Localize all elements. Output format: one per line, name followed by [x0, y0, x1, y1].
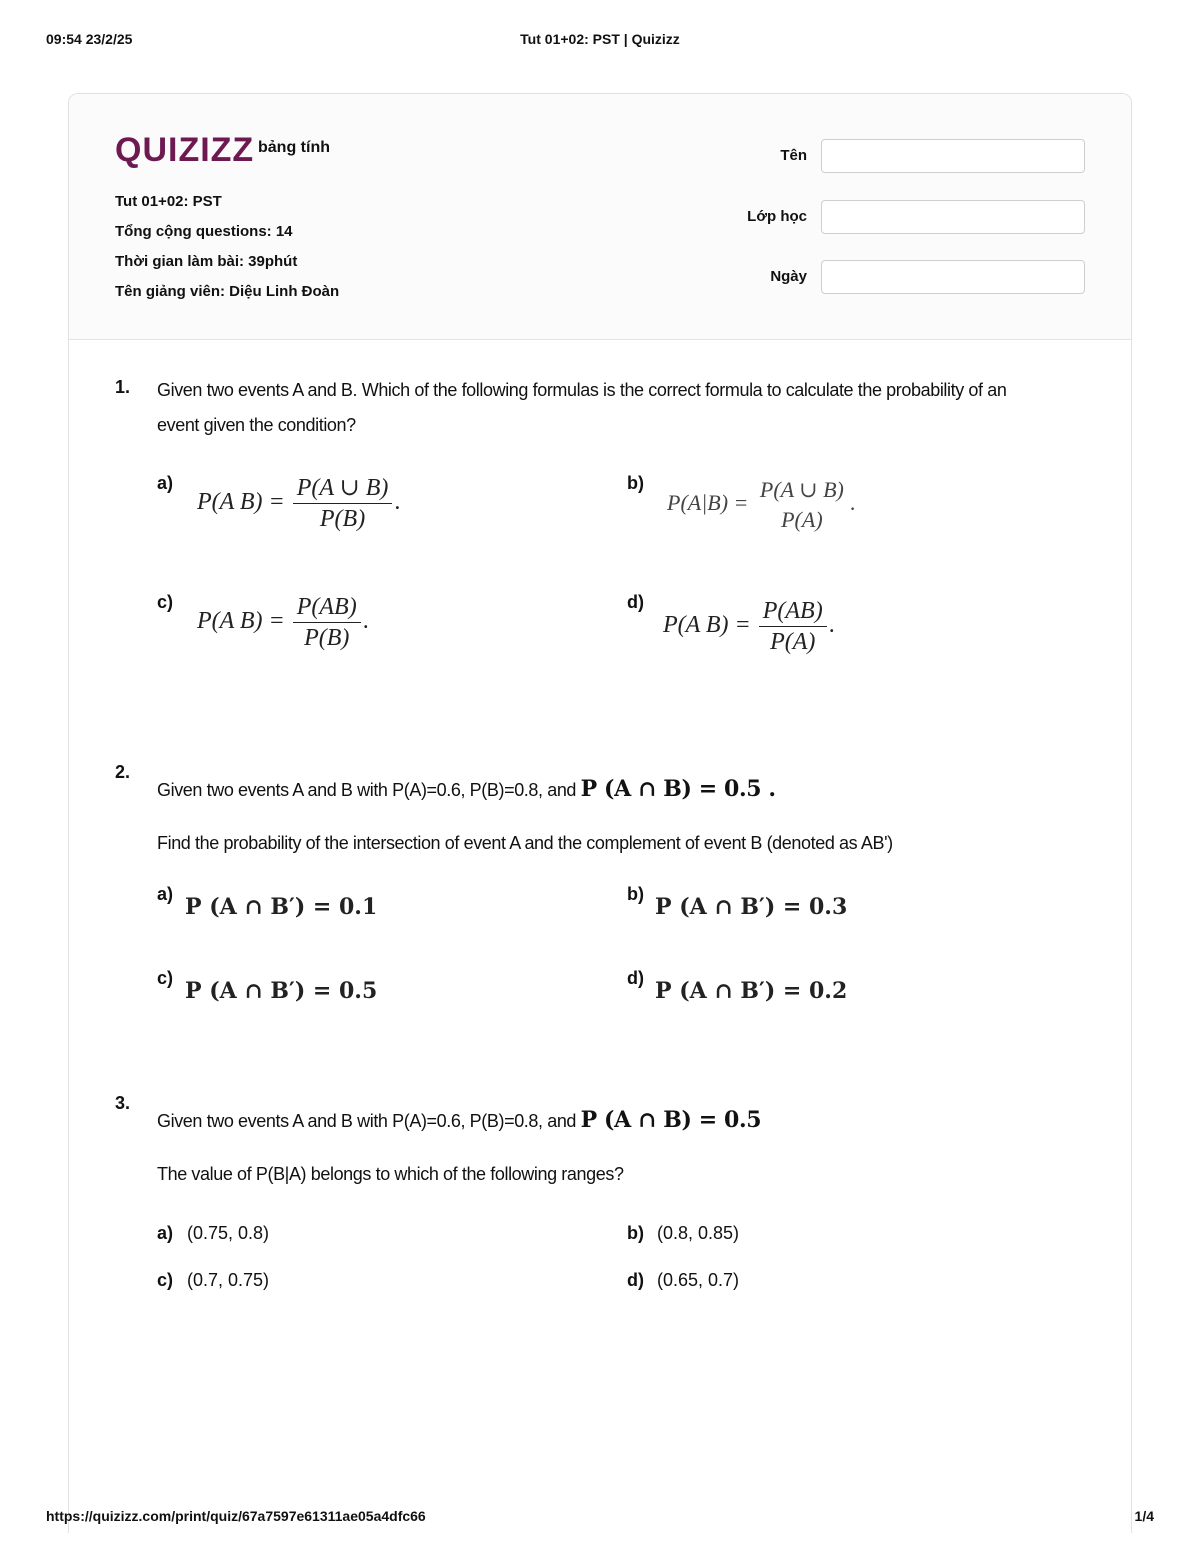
print-footer	[46, 1508, 1154, 1528]
question-subtext: Find the probability of the intersection of event A and the complement of event B (denoted as AB')	[157, 833, 893, 853]
print-title: Tut 01+02: PST | Quizizz	[520, 31, 680, 47]
name-field-row	[685, 139, 1085, 175]
option-letter: d)	[627, 1270, 644, 1290]
worksheet-header	[69, 94, 1131, 340]
option-a[interactable]	[157, 473, 577, 553]
option-formula: P (A ∩ B′) = 0.3	[655, 894, 848, 920]
option-letter: d)	[627, 968, 644, 988]
question-number: 2.	[115, 762, 131, 782]
option-c[interactable]	[157, 1270, 577, 1296]
quiz-title: Tut 01+02: PST	[115, 193, 222, 210]
question-text: Given two events A and B with P(A)=0.6, P(B)=0.8, and P (A ∩ B) = 0.5 .	[157, 776, 776, 802]
option-letter: b)	[627, 473, 644, 493]
option-letter: b)	[627, 884, 644, 904]
option-letter: a)	[157, 1223, 174, 1243]
date-field-row	[685, 260, 1085, 296]
option-formula: P(A B) = $\frac{P(AB)}{P(A)}$ .	[663, 598, 835, 655]
question-2	[115, 762, 1075, 1052]
question-text: Given two events A and B. Which of the following formulas is the correct formula to calculate the probability of an event given the condition?	[157, 380, 1007, 435]
option-formula: P(A B) = $\frac{P(AB)}{P(B)}$ .	[197, 594, 369, 651]
option-c[interactable]	[157, 968, 577, 1018]
name-label: Tên	[780, 147, 807, 164]
option-a[interactable]	[157, 1223, 577, 1249]
option-c[interactable]	[157, 592, 577, 672]
option-formula: P (A ∩ B′) = 0.1	[185, 894, 378, 920]
print-url: https://quizizz.com/print/quiz/67a7597e61311ae05a4dfc66	[46, 1508, 426, 1524]
option-formula: P (A ∩ B′) = 0.2	[655, 978, 848, 1004]
question-math: P (A ∩ B) = 0.5 .	[580, 776, 776, 802]
option-d[interactable]	[627, 1270, 1047, 1296]
option-letter: a)	[157, 473, 174, 493]
question-text: Given two events A and B with P(A)=0.6, P(B)=0.8, and P (A ∩ B) = 0.5	[157, 1107, 762, 1133]
option-b[interactable]	[627, 473, 1047, 553]
question-3	[115, 1093, 1075, 1313]
option-letter: c)	[157, 592, 174, 612]
print-page-number: 1/4	[1134, 1508, 1154, 1524]
teacher-name: Tên giảng viên: Diệu Linh Đoàn	[115, 283, 340, 300]
print-datetime: 09:54 23/2/25	[46, 31, 133, 47]
quizizz-logo: QUIZIZZ	[115, 131, 255, 169]
class-label: Lớp học	[747, 208, 807, 225]
option-a[interactable]	[157, 884, 577, 934]
date-input[interactable]	[821, 260, 1085, 294]
worksheet	[68, 93, 1132, 1533]
option-text: (0.75, 0.8)	[187, 1223, 270, 1243]
class-input[interactable]	[821, 200, 1085, 234]
date-label: Ngày	[770, 268, 807, 285]
option-d[interactable]	[627, 968, 1047, 1018]
option-text: (0.65, 0.7)	[657, 1270, 740, 1290]
option-formula: P(A|B) = P(A ∪ B) P(A) .	[667, 477, 856, 532]
option-b[interactable]	[627, 1223, 1047, 1249]
option-text: (0.8, 0.85)	[657, 1223, 740, 1243]
name-input[interactable]	[821, 139, 1085, 173]
print-header	[46, 31, 1154, 51]
class-field-row	[685, 200, 1085, 236]
question-1	[115, 377, 1075, 687]
option-b[interactable]	[627, 884, 1047, 934]
option-letter: c)	[157, 968, 174, 988]
option-d[interactable]	[627, 592, 1047, 672]
question-subtext: The value of P(B|A) belongs to which of the following ranges?	[157, 1164, 624, 1184]
time-limit: Thời gian làm bài: 39phút	[115, 253, 298, 270]
option-formula: P(A B) = $\frac{P(A \cup B)}{P(B)}$ .	[197, 475, 401, 532]
question-number: 3.	[115, 1093, 131, 1113]
option-letter: b)	[627, 1223, 644, 1243]
question-number: 1.	[115, 377, 131, 397]
logo-subtitle: bảng tính	[258, 139, 330, 156]
option-letter: a)	[157, 884, 174, 904]
total-questions: Tổng cộng questions: 14	[115, 223, 293, 240]
option-letter: c)	[157, 1270, 174, 1290]
quiz-meta	[115, 192, 339, 312]
option-letter: d)	[627, 592, 644, 612]
question-math: P (A ∩ B) = 0.5	[580, 1107, 762, 1133]
option-text: (0.7, 0.75)	[187, 1270, 270, 1290]
option-formula: P (A ∩ B′) = 0.5	[185, 978, 378, 1004]
